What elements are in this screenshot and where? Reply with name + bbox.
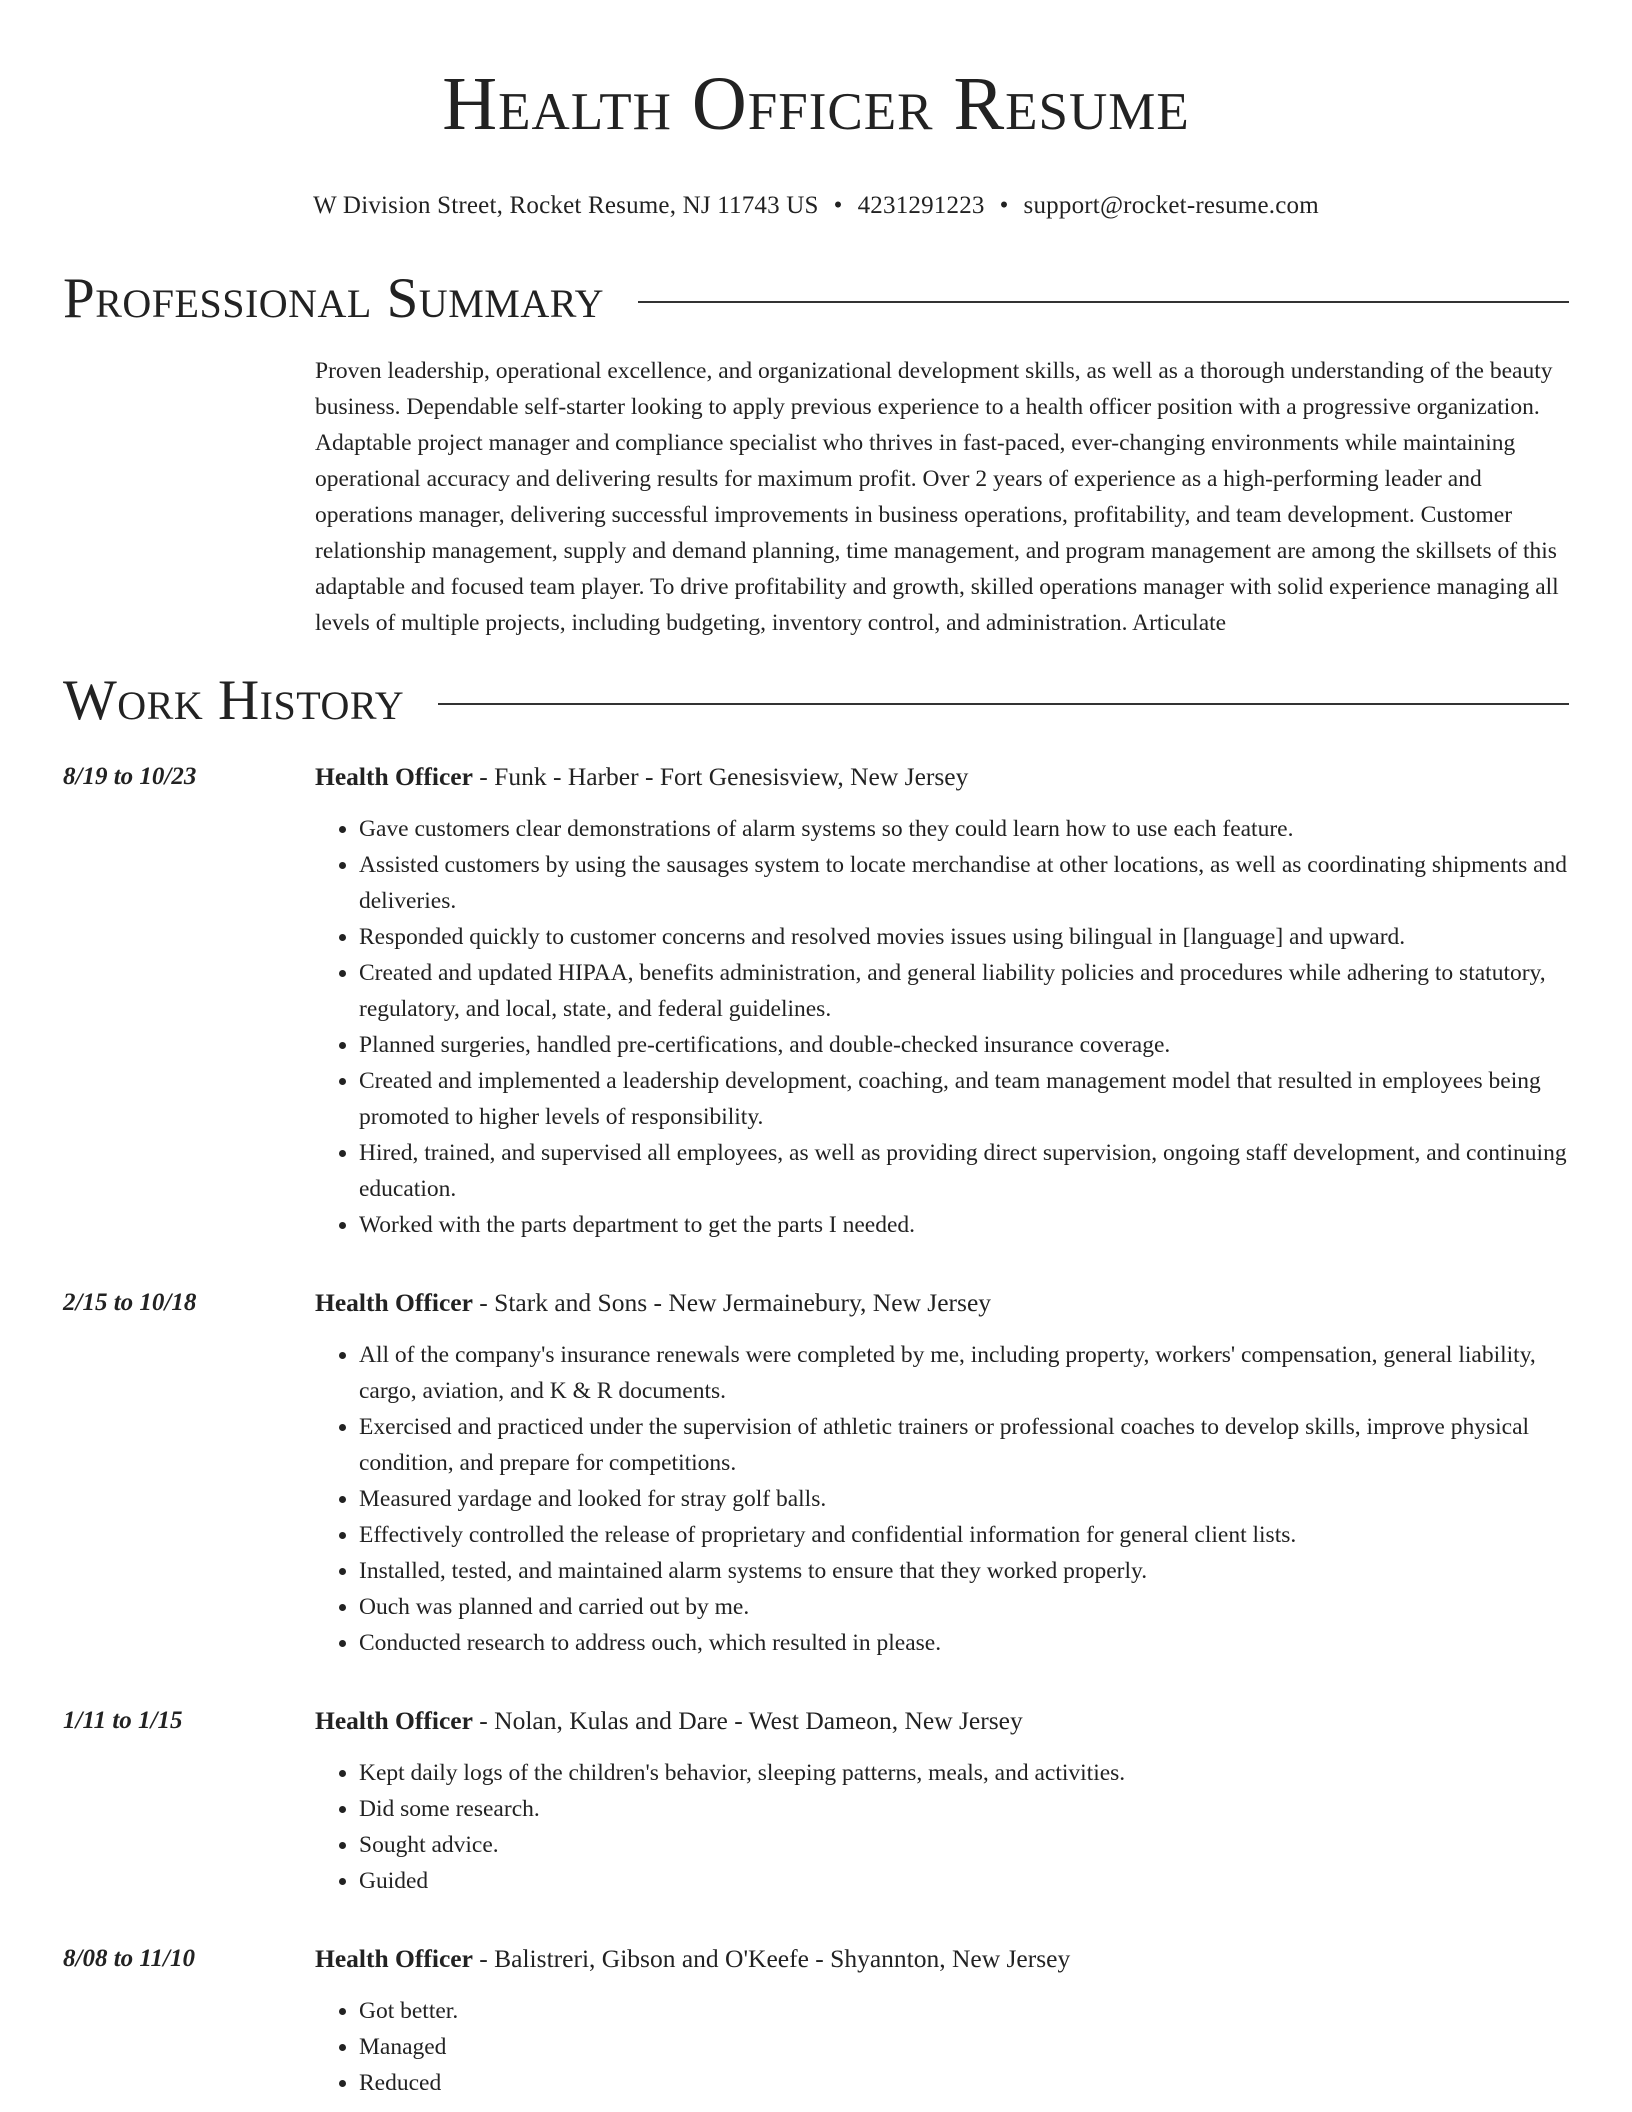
job-role: Health Officer bbox=[315, 1706, 473, 1735]
job-role: Health Officer bbox=[315, 1944, 473, 1973]
job-body bbox=[315, 1703, 1569, 1899]
separator-dot: • bbox=[833, 192, 843, 219]
work-heading: Work History bbox=[63, 669, 405, 732]
job-entry bbox=[63, 759, 1569, 1243]
job-entry bbox=[63, 1941, 1569, 2101]
section-divider bbox=[438, 703, 1569, 705]
job-headline bbox=[315, 1941, 1569, 1977]
job-list bbox=[63, 759, 1569, 2101]
job-bullet: • Measured yardage and looked for stray golf balls. bbox=[359, 1481, 1569, 1517]
section-divider bbox=[638, 301, 1569, 303]
job-role: Health Officer bbox=[315, 762, 473, 791]
job-bullet: • Managed bbox=[359, 2029, 1569, 2065]
job-role: Health Officer bbox=[315, 1288, 473, 1317]
phone: 4231291223 bbox=[857, 192, 985, 219]
job-bullet: • Responded quickly to customer concerns and resolved movies issues using bilingual in [language] and upward. bbox=[359, 919, 1569, 955]
job-dates: 2/15 to 10/18 bbox=[63, 1289, 197, 1316]
job-bullet: • Created and updated HIPAA, benefits administration, and general liability policies and procedures while adhering to statutory, regulatory, and local, state, and federal guidelines. bbox=[359, 955, 1569, 1027]
job-bullets bbox=[315, 1337, 1569, 1661]
separator-dot: • bbox=[999, 192, 1009, 219]
job-bullet: • Effectively controlled the release of proprietary and confidential information for general client lists. bbox=[359, 1517, 1569, 1553]
job-headline bbox=[315, 759, 1569, 795]
job-employer-location: - Funk - Harber - Fort Genesisview, New Jersey bbox=[472, 762, 969, 791]
job-body bbox=[315, 759, 1569, 1243]
job-bullet: • All of the company's insurance renewals were completed by me, including property, workers' compensation, general liability, cargo, aviation, and K & R documents. bbox=[359, 1337, 1569, 1409]
job-employer-location: - Nolan, Kulas and Dare - West Dameon, New Jersey bbox=[472, 1706, 1023, 1735]
job-body bbox=[315, 1941, 1569, 2101]
job-bullet: • Hired, trained, and supervised all employees, as well as providing direct supervision, ongoing staff development, and continuing education. bbox=[359, 1135, 1569, 1207]
job-bullet: • Guided bbox=[359, 1863, 1569, 1899]
job-bullet: • Planned surgeries, handled pre-certifications, and double-checked insurance coverage. bbox=[359, 1027, 1569, 1063]
resume-title: Health Officer Resume bbox=[442, 62, 1190, 146]
summary-heading: Professional Summary bbox=[63, 267, 605, 330]
job-dates: 8/19 to 10/23 bbox=[63, 763, 197, 790]
email: support@rocket-resume.com bbox=[1023, 192, 1319, 219]
job-dates: 8/08 to 11/10 bbox=[63, 1945, 195, 1972]
job-bullet: • Got better. bbox=[359, 1993, 1569, 2029]
job-employer-location: - Balistreri, Gibson and O'Keefe - Shyannton, New Jersey bbox=[472, 1944, 1071, 1973]
job-bullets bbox=[315, 1755, 1569, 1899]
job-bullet: • Kept daily logs of the children's behavior, sleeping patterns, meals, and activities. bbox=[359, 1755, 1569, 1791]
work-section-header bbox=[63, 669, 1569, 733]
job-bullet: • Did some research. bbox=[359, 1791, 1569, 1827]
job-headline bbox=[315, 1703, 1569, 1739]
job-employer-location: - Stark and Sons - New Jermainebury, New Jersey bbox=[472, 1288, 992, 1317]
job-dates: 1/11 to 1/15 bbox=[63, 1707, 183, 1734]
job-bullet: • Reduced bbox=[359, 2065, 1569, 2101]
summary-section-header bbox=[63, 267, 1569, 331]
job-bullet: • Installed, tested, and maintained alarm systems to ensure that they worked properly. bbox=[359, 1553, 1569, 1589]
job-body bbox=[315, 1285, 1569, 1661]
job-headline bbox=[315, 1285, 1569, 1321]
job-bullet: • Ouch was planned and carried out by me. bbox=[359, 1589, 1569, 1625]
job-bullet: • Sought advice. bbox=[359, 1827, 1569, 1863]
job-bullet: • Created and implemented a leadership development, coaching, and team management model that resulted in employees being promoted to higher levels of responsibility. bbox=[359, 1063, 1569, 1135]
job-entry bbox=[63, 1703, 1569, 1899]
job-bullets bbox=[315, 1993, 1569, 2101]
job-entry bbox=[63, 1285, 1569, 1661]
job-bullet: • Worked with the parts department to get the parts I needed. bbox=[359, 1207, 1569, 1243]
contact-line bbox=[63, 191, 1569, 221]
address: W Division Street, Rocket Resume, NJ 11743 US bbox=[313, 192, 819, 219]
job-bullet: • Assisted customers by using the sausages system to locate merchandise at other locations, as well as coordinating shipments and deliveries. bbox=[359, 847, 1569, 919]
summary-text: Proven leadership, operational excellence, and organizational development skills, as well as a thorough understanding of the beauty business. Dependable self-starter looking to apply previous experience to a health officer position with a progressive organization. Adaptable project manager and compliance specialist who thrives in fast-paced, ever-changing environments while maintaining operational accuracy and delivering results for maximum profit. Over 2 years of experience as a high-performing leader and operations manager, delivering successful improvements in business operations, profitability, and team development. Customer relationship management, supply and demand planning, time management, and program management are among the skillsets of this adaptable and focused team player. To drive profitability and growth, skilled operations manager with solid experience managing all levels of multiple projects, including budgeting, inventory control, and administration. Articulate bbox=[315, 358, 1559, 636]
job-bullets bbox=[315, 811, 1569, 1243]
job-bullet: • Gave customers clear demonstrations of alarm systems so they could learn how to use each feature. bbox=[359, 811, 1569, 847]
job-bullet: • Conducted research to address ouch, which resulted in please. bbox=[359, 1625, 1569, 1661]
job-bullet: • Exercised and practiced under the supervision of athletic trainers or professional coaches to develop skills, improve physical condition, and prepare for competitions. bbox=[359, 1409, 1569, 1481]
